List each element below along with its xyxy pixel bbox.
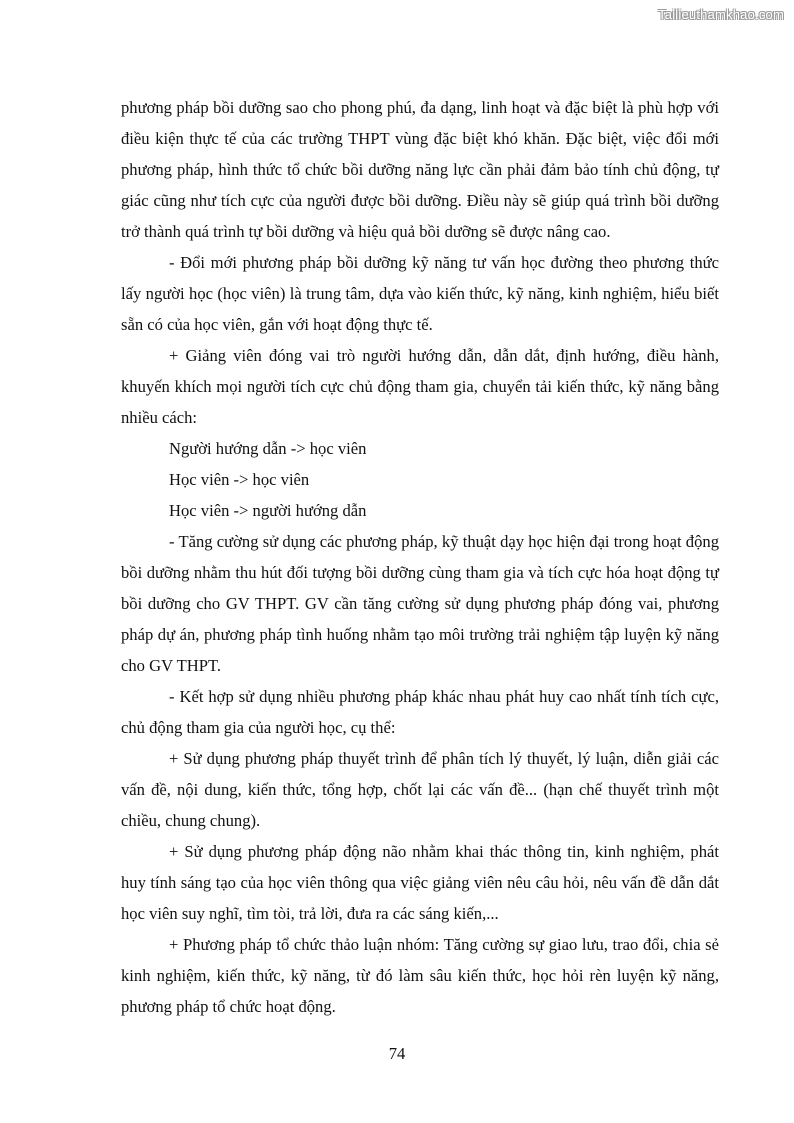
page-number: 74 (388, 1044, 406, 1063)
flow-item: Học viên -> người hướng dẫn (169, 501, 367, 520)
paragraph-modern-methods: - Tăng cường sử dụng các phương pháp, kỹ thuật dạy học hiện đại trong hoạt động bồi dưỡng nhằm thu hút đối tượng bồi dưỡng cùng tham gia và tích cực hóa hoạt động tự bồi dưỡng cho GV THPT. GV cần tăng cường sử dụng phương pháp đóng vai, phương pháp dự án, phương pháp tình huống nhằm tạo môi trường trải nghiệm tập luyện kỹ năng cho GV THPT. (121, 532, 719, 675)
watermark: Tailieuthamkhao.com (658, 7, 784, 22)
flow-item: Học viên -> học viên (169, 470, 310, 489)
paragraph-lecturer-role: + Giảng viên đóng vai trò người hướng dẫn, dẫn dắt, định hướng, điều hành, khuyến khích mọi người tích cực chủ động tham gia, chuyển tải kiến thức, kỹ năng bằng nhiều cách: (121, 346, 719, 427)
paragraph-intro: phương pháp bồi dưỡng sao cho phong phú, đa dạng, linh hoạt và đặc biệt là phù hợp với điều kiện thực tế của các trường THPT vùng đặc biệt khó khăn. Đặc biệt, việc đổi mới phương pháp, hình thức tổ chức bồi dưỡng năng lực cần phải đảm bảo tính chủ động, tự giác cũng như tích cực của người được bồi dưỡng. Điều này sẽ giúp quá trình bồi dưỡng trở thành quá trình tự bồi dưỡng và hiệu quả bồi dưỡng sẽ được nâng cao. (121, 98, 719, 241)
paragraph-brainstorm-method: + Sử dụng phương pháp động não nhằm khai thác thông tin, kinh nghiệm, phát huy tính sáng tạo của học viên thông qua việc giảng viên nêu câu hỏi, nêu vấn đề dẫn dắt học viên suy nghĩ, tìm tòi, trả lời, đưa ra các sáng kiến,... (121, 842, 719, 923)
paragraph-group-discussion: + Phương pháp tổ chức thảo luận nhóm: Tăng cường sự giao lưu, trao đổi, chia sẻ kinh nghiệm, kiến thức, kỹ năng, từ đó làm sâu kiến thức, học hỏi rèn luyện kỹ năng, phương pháp tổ chức hoạt động. (121, 935, 719, 1016)
paragraph-learner-centered: - Đổi mới phương pháp bồi dưỡng kỹ năng tư vấn học đường theo phương thức lấy người học (học viên) là trung tâm, dựa vào kiến thức, kỹ năng, kinh nghiệm, hiểu biết sẵn có của học viên, gắn với hoạt động thực tế. (121, 253, 719, 334)
document-body (121, 92, 719, 1022)
paragraph-presentation-method: + Sử dụng phương pháp thuyết trình để phân tích lý thuyết, lý luận, diễn giải các vấn đề, nội dung, kiến thức, tổng hợp, chốt lại các vấn đề... (hạn chế thuyết trình một chiều, chung chung). (121, 749, 719, 830)
flow-item: Người hướng dẫn -> học viên (169, 439, 367, 458)
paragraph-combine-methods: - Kết hợp sử dụng nhiều phương pháp khác nhau phát huy cao nhất tính tích cực, chủ động tham gia của người học, cụ thể: (121, 687, 719, 737)
